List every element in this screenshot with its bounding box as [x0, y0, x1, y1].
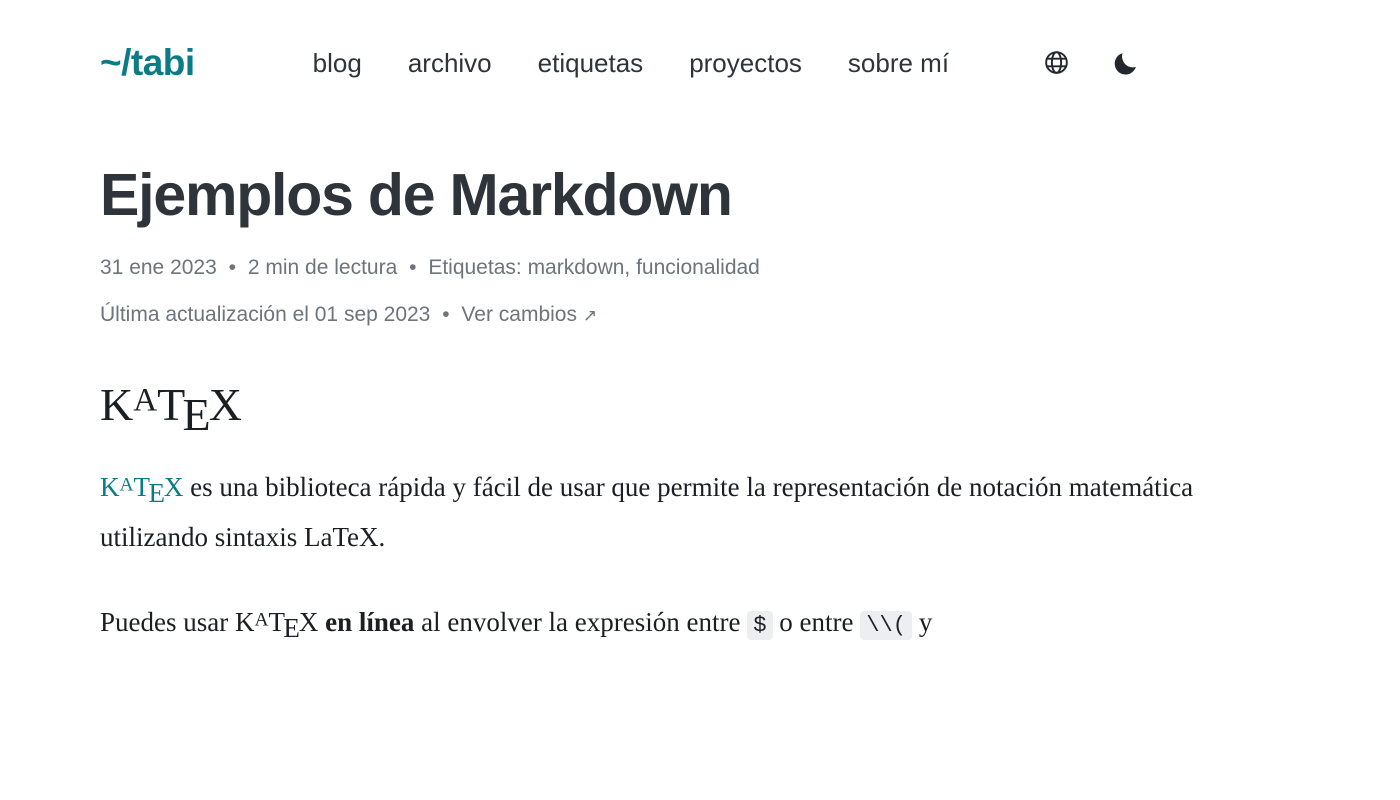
paragraph-2-start: Puedes usar — [100, 607, 235, 638]
site-logo[interactable]: ~/tabi — [100, 42, 195, 83]
article-body — [100, 378, 1300, 651]
site-header — [0, 0, 1400, 81]
main-navigation — [313, 48, 1141, 78]
meta-separator: • — [409, 255, 417, 279]
paragraph-1-text: es una biblioteca rápida y fácil de usar que permite la representación de notación matemática utilizando sintaxis LaTeX. — [100, 471, 1194, 552]
paragraph-katex-inline — [100, 601, 1300, 651]
tags-value[interactable]: markdown, funcionalidad — [527, 255, 760, 279]
header-icon-group — [1041, 48, 1141, 78]
paragraph-2-bold: en línea — [325, 607, 415, 638]
last-updated: Última actualización el 01 sep 2023 — [100, 303, 431, 327]
paragraph-2-mid2: o entre — [772, 607, 861, 638]
katex-wordmark-link[interactable]: K$^A$TEX — [100, 471, 184, 508]
nav-link-sobre-mi[interactable]: sobre mí — [847, 47, 950, 78]
inline-code-paren: \\( — [860, 611, 912, 640]
view-changes-link[interactable]: Ver cambios — [461, 303, 577, 327]
katex-wordmark: $K^ATEX$ — [234, 607, 319, 644]
meta-separator: • — [442, 303, 450, 327]
article — [0, 162, 1400, 651]
reading-time: 2 min de lectura — [247, 255, 398, 279]
page-title: Ejemplos de Markdown — [100, 162, 732, 228]
publish-date: 31 ene 2023 — [100, 255, 217, 279]
nav-link-blog[interactable]: blog — [312, 47, 362, 78]
moon-icon[interactable] — [1111, 48, 1141, 78]
external-link-icon: ↗ — [582, 306, 598, 326]
tags-label: Etiquetas: — [428, 255, 522, 279]
heading-katex — [100, 378, 1300, 440]
inline-code-dollar: $ — [747, 611, 772, 640]
paragraph-2-mid: al envolver la expresión entre — [414, 607, 748, 638]
article-meta — [100, 253, 1300, 282]
article-update-meta — [100, 300, 1300, 329]
nav-link-archivo[interactable]: archivo — [407, 47, 492, 78]
nav-link-proyectos[interactable]: proyectos — [689, 47, 802, 78]
nav-link-etiquetas[interactable]: etiquetas — [537, 47, 644, 78]
paragraph-katex-intro — [100, 466, 1300, 559]
katex-wordmark: $K^ATEX$ — [100, 378, 243, 440]
globe-icon[interactable] — [1041, 48, 1071, 78]
meta-separator: • — [228, 255, 236, 279]
paragraph-2-end: y — [912, 607, 933, 638]
